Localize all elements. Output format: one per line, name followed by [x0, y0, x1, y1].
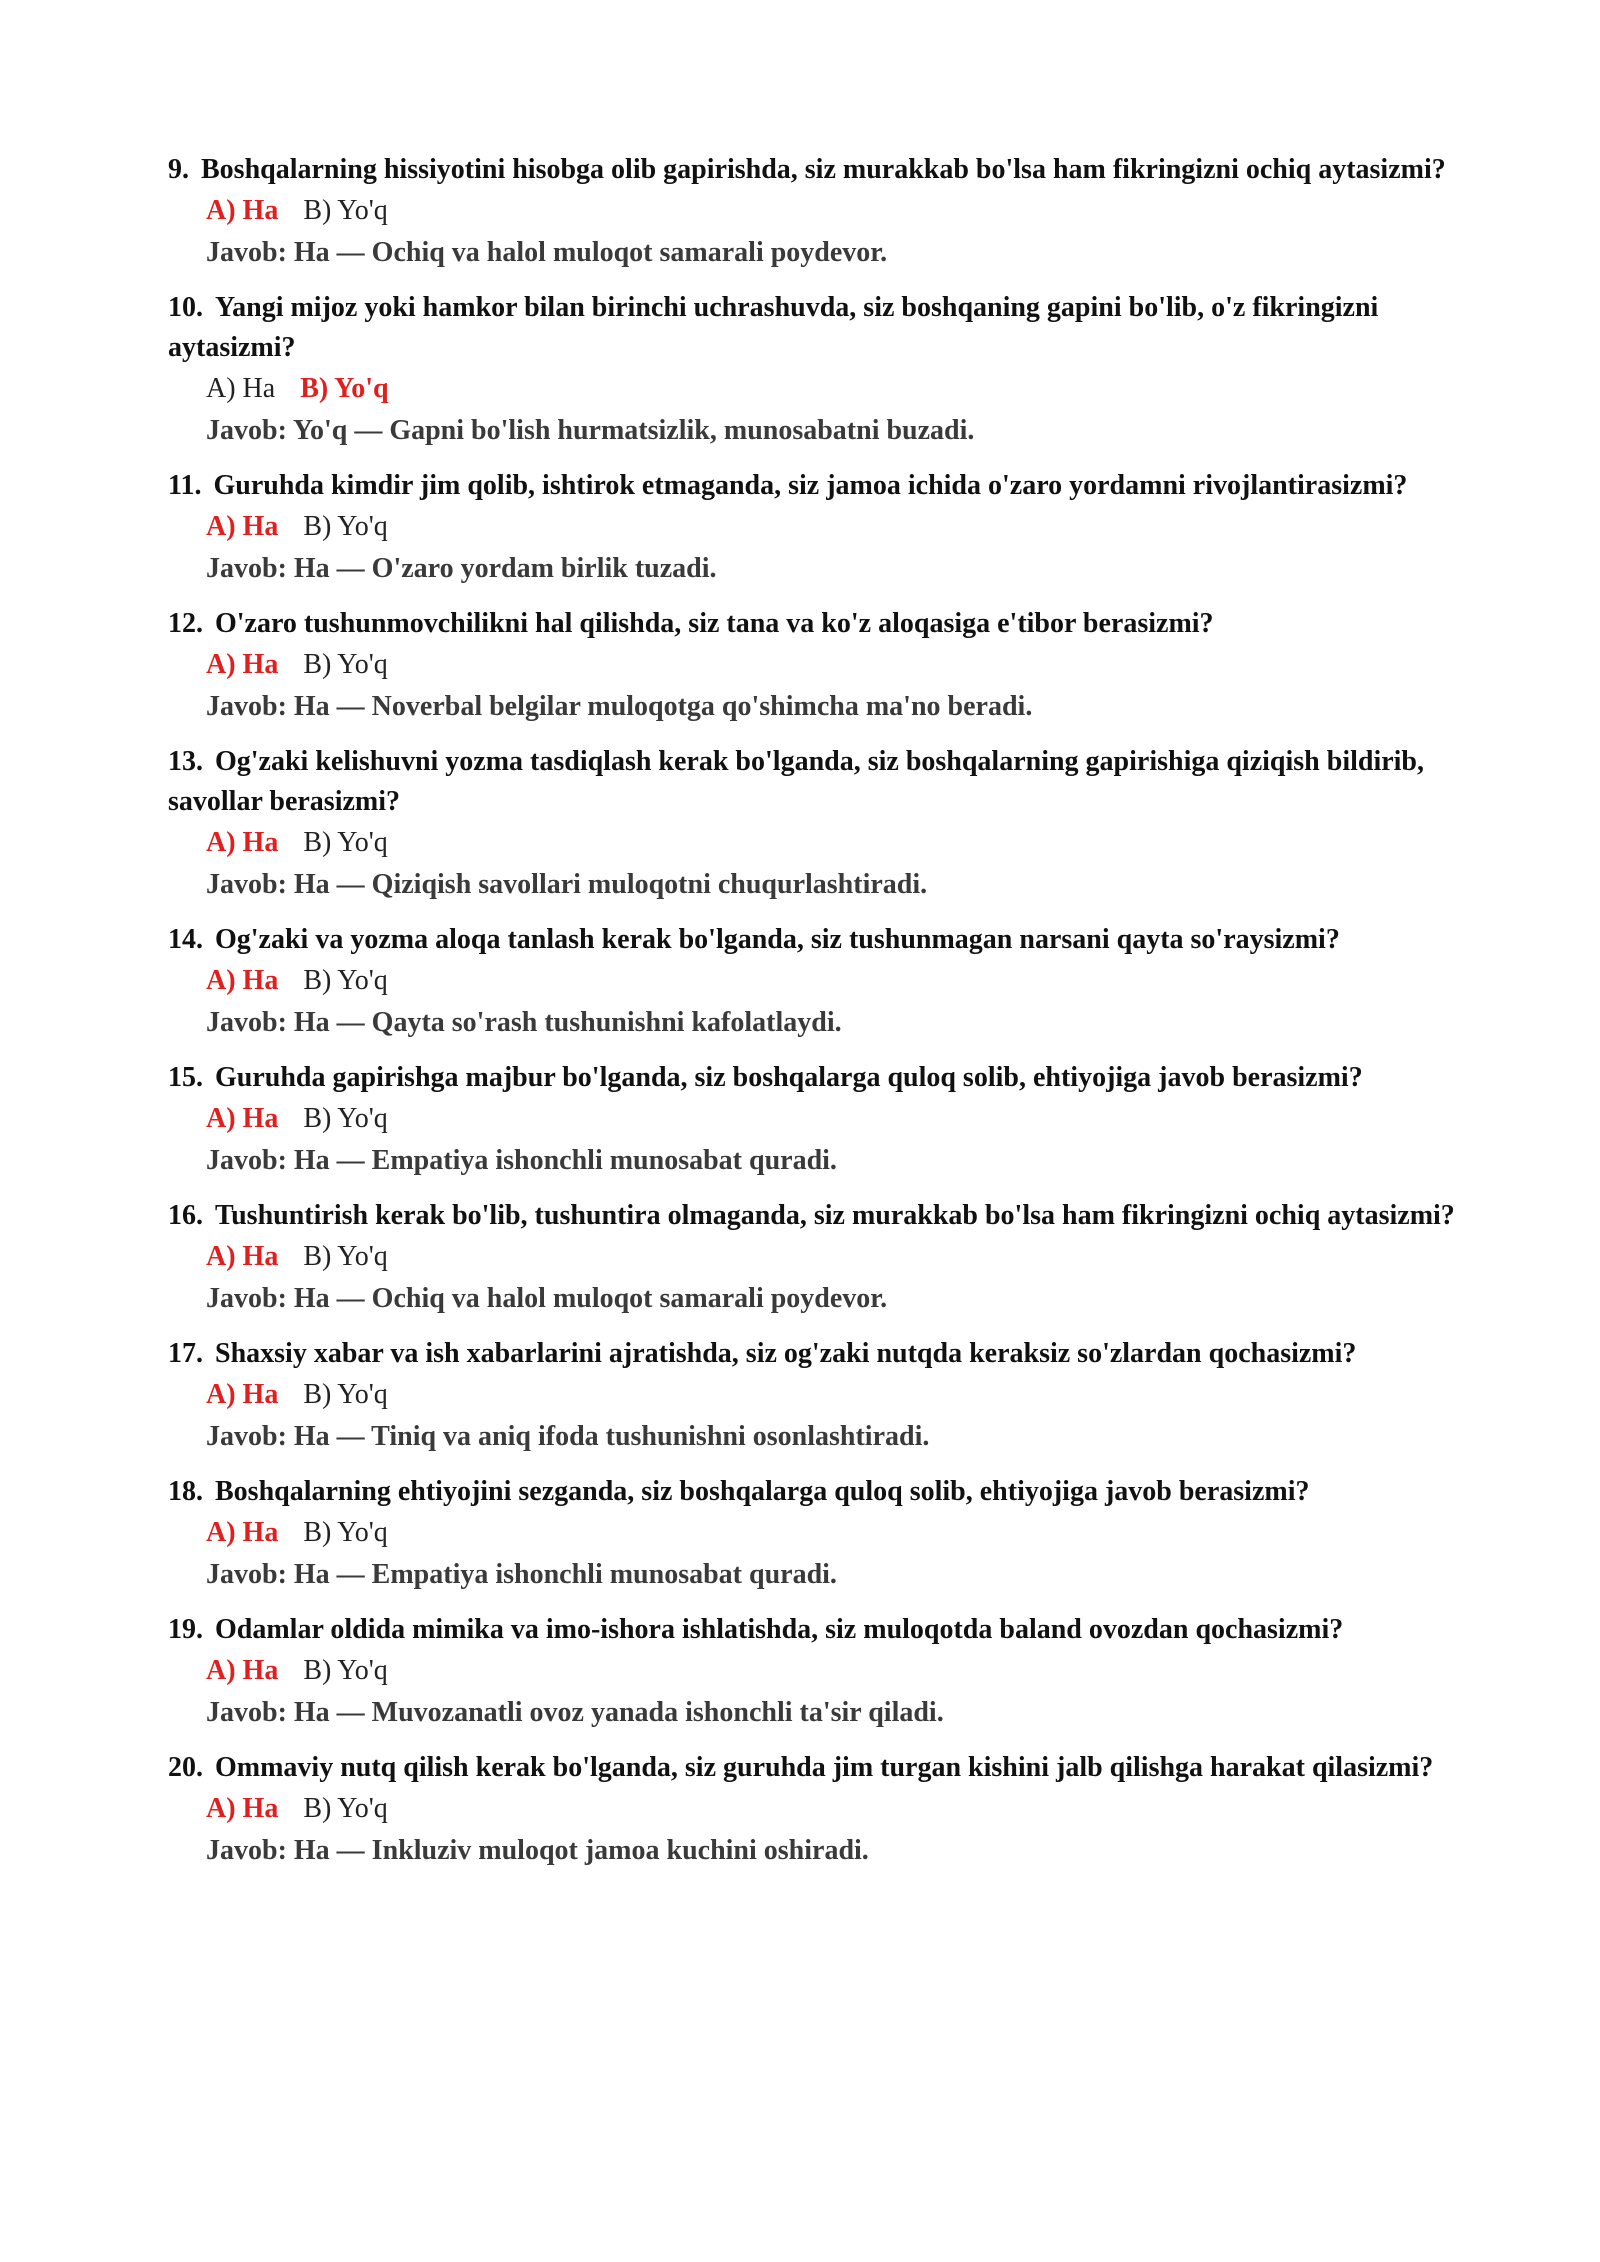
question-number: 19.: [168, 1614, 203, 1645]
option-a: A) Ha: [206, 827, 279, 858]
question-body: Boshqalarning ehtiyojini sezganda, siz boshqalarga quloq solib, ehtiyojiga javob berasizmi?: [215, 1476, 1310, 1507]
option-a: A) Ha: [206, 1241, 279, 1272]
option-a: A) Ha: [206, 1793, 279, 1824]
question-text: [168, 288, 1468, 368]
answer-options: [206, 506, 1468, 548]
question-text: [168, 1472, 1468, 1512]
question-item: [168, 604, 1468, 728]
question-text: [168, 742, 1468, 822]
answer-options: [206, 960, 1468, 1002]
question-number: 11.: [168, 470, 202, 501]
option-b: B) Yo'q: [303, 1793, 388, 1824]
question-number: 13.: [168, 746, 203, 777]
question-text: [168, 604, 1468, 644]
question-item: [168, 920, 1468, 1044]
answer-options: [206, 368, 1468, 410]
question-item: [168, 742, 1468, 906]
question-item: [168, 288, 1468, 452]
option-b: B) Yo'q: [303, 195, 388, 226]
answer-options: [206, 1512, 1468, 1554]
answer-explanation: Javob: Yo'q — Gapni bo'lish hurmatsizlik, munosabatni buzadi.: [206, 415, 975, 446]
question-text: [168, 466, 1468, 506]
option-a: A) Ha: [206, 1517, 279, 1548]
question-item: [168, 1058, 1468, 1182]
option-b: B) Yo'q: [303, 1655, 388, 1686]
question-number: 12.: [168, 608, 203, 639]
question-text: [168, 920, 1468, 960]
question-list: [168, 150, 1468, 1886]
question-body: Boshqalarning hissiyotini hisobga olib gapirishda, siz murakkab bo'lsa ham fikringizni ochiq aytasizmi?: [201, 154, 1446, 185]
answer-options: [206, 1650, 1468, 1692]
answer-explanation: Javob: Ha — Empatiya ishonchli munosabat quradi.: [206, 1145, 837, 1176]
answer-explanation: Javob: Ha — Qayta so'rash tushunishni kafolatlaydi.: [206, 1007, 842, 1038]
question-item: [168, 1196, 1468, 1320]
answer-explanation: Javob: Ha — Empatiya ishonchli munosabat quradi.: [206, 1559, 837, 1590]
option-a: A) Ha: [206, 1103, 279, 1134]
question-text: [168, 1058, 1468, 1098]
answer-explanation: Javob: Ha — Muvozanatli ovoz yanada ishonchli ta'sir qiladi.: [206, 1697, 944, 1728]
question-body: Shaxsiy xabar va ish xabarlarini ajratishda, siz og'zaki nutqda keraksiz so'zlardan qochasizmi?: [215, 1338, 1357, 1369]
question-number: 9.: [168, 154, 189, 185]
question-text: [168, 150, 1468, 190]
answer-options: [206, 644, 1468, 686]
question-number: 10.: [168, 292, 203, 323]
option-b: B) Yo'q: [303, 511, 388, 542]
answer-explanation: Javob: Ha — Qiziqish savollari muloqotni chuqurlashtiradi.: [206, 869, 928, 900]
question-body: Og'zaki kelishuvni yozma tasdiqlash kerak bo'lganda, siz boshqalarning gapirishiga qiziqish bildirib, savollar berasizmi?: [168, 746, 1425, 817]
option-a: A) Ha: [206, 511, 279, 542]
question-body: O'zaro tushunmovchilikni hal qilishda, siz tana va ko'z aloqasiga e'tibor berasizmi?: [215, 608, 1214, 639]
question-body: Guruhda gapirishga majbur bo'lganda, siz boshqalarga quloq solib, ehtiyojiga javob berasizmi?: [215, 1062, 1363, 1093]
question-item: [168, 1748, 1468, 1872]
answer-explanation: Javob: Ha — Ochiq va halol muloqot samarali poydevor.: [206, 237, 888, 268]
option-b: B) Yo'q: [300, 373, 389, 404]
question-number: 17.: [168, 1338, 203, 1369]
answer-explanation: Javob: Ha — Noverbal belgilar muloqotga qo'shimcha ma'no beradi.: [206, 691, 1033, 722]
option-a: A) Ha: [206, 373, 276, 404]
answer-explanation: Javob: Ha — Ochiq va halol muloqot samarali poydevor.: [206, 1283, 888, 1314]
question-body: Og'zaki va yozma aloqa tanlash kerak bo'lganda, siz tushunmagan narsani qayta so'raysizmi?: [215, 924, 1340, 955]
answer-options: [206, 1236, 1468, 1278]
question-number: 20.: [168, 1752, 203, 1783]
answer-options: [206, 1374, 1468, 1416]
question-text: [168, 1334, 1468, 1374]
question-body: Yangi mijoz yoki hamkor bilan birinchi uchrashuvda, siz boshqaning gapini bo'lib, o'z fikringizni aytasizmi?: [168, 292, 1379, 363]
answer-explanation: Javob: Ha — Inkluziv muloqot jamoa kuchini oshiradi.: [206, 1835, 869, 1866]
question-item: [168, 1334, 1468, 1458]
answer-options: [206, 190, 1468, 232]
question-body: Odamlar oldida mimika va imo-ishora ishlatishda, siz muloqotda baland ovozdan qochasizmi?: [215, 1614, 1344, 1645]
option-b: B) Yo'q: [303, 1517, 388, 1548]
answer-options: [206, 822, 1468, 864]
question-text: [168, 1748, 1468, 1788]
question-number: 18.: [168, 1476, 203, 1507]
option-a: A) Ha: [206, 965, 279, 996]
option-a: A) Ha: [206, 195, 279, 226]
question-item: [168, 1610, 1468, 1734]
question-number: 14.: [168, 924, 203, 955]
option-a: A) Ha: [206, 1379, 279, 1410]
option-b: B) Yo'q: [303, 1379, 388, 1410]
option-b: B) Yo'q: [303, 827, 388, 858]
answer-options: [206, 1788, 1468, 1830]
question-item: [168, 150, 1468, 274]
question-text: [168, 1196, 1468, 1236]
option-b: B) Yo'q: [303, 649, 388, 680]
question-body: Ommaviy nutq qilish kerak bo'lganda, siz guruhda jim turgan kishini jalb qilishga harakat qilasizmi?: [215, 1752, 1434, 1783]
answer-options: [206, 1098, 1468, 1140]
question-item: [168, 1472, 1468, 1596]
answer-explanation: Javob: Ha — O'zaro yordam birlik tuzadi.: [206, 553, 717, 584]
question-item: [168, 466, 1468, 590]
option-b: B) Yo'q: [303, 965, 388, 996]
option-b: B) Yo'q: [303, 1241, 388, 1272]
option-b: B) Yo'q: [303, 1103, 388, 1134]
question-body: Guruhda kimdir jim qolib, ishtirok etmaganda, siz jamoa ichida o'zaro yordamni rivojlantirasizmi?: [213, 470, 1408, 501]
option-a: A) Ha: [206, 1655, 279, 1686]
option-a: A) Ha: [206, 649, 279, 680]
question-number: 15.: [168, 1062, 203, 1093]
answer-explanation: Javob: Ha — Tiniq va aniq ifoda tushunishni osonlashtiradi.: [206, 1421, 930, 1452]
question-text: [168, 1610, 1468, 1650]
question-number: 16.: [168, 1200, 203, 1231]
question-body: Tushuntirish kerak bo'lib, tushuntira olmaganda, siz murakkab bo'lsa ham fikringizni ochiq aytasizmi?: [215, 1200, 1455, 1231]
